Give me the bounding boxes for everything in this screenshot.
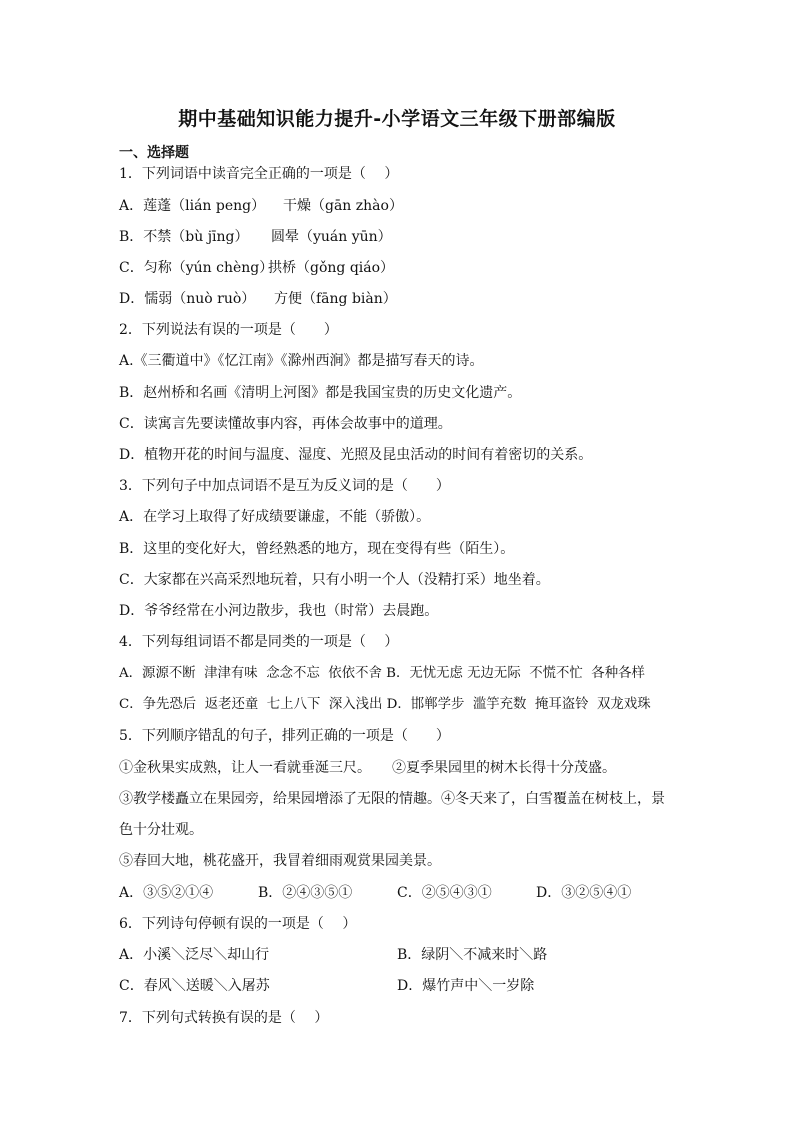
question-2-option-a: A.《三衢道中》《忆江南》《滁州西涧》都是描写春天的诗。 [119, 353, 484, 369]
question-1-stem: 1．下列词语中读音完全正确的一项是（ ） [119, 166, 399, 182]
question-1-option-b [119, 228, 392, 246]
question-1-option-c [119, 259, 395, 277]
option-a-word-1: A．莲蓬（lián peng） [119, 198, 266, 214]
question-3-option-a: A．在学习上取得了好成绩要谦虚，不能（骄傲）。 [119, 509, 431, 525]
question-5-option-d: D．③②⑤④① [536, 885, 632, 901]
question-5-option-c: C．②⑤④③① [397, 885, 492, 901]
question-6-option-d: D．爆竹声中＼一岁除 [397, 978, 535, 994]
question-7-stem: 7．下列句式转换有误的是（ ） [119, 1010, 329, 1026]
question-5-stem: 5．下列顺序错乱的句子，排列正确的一项是（ ） [119, 728, 450, 744]
option-d-word-1: D．懦弱（nuò ruò） [119, 291, 256, 307]
question-5-option-b: B．②④③⑤① [258, 885, 353, 901]
question-1-option-a [119, 197, 403, 215]
option-d-word-2: 方便（fāng biàn） [274, 291, 397, 307]
question-5-sentence-line-1: ①金秋果实成熟，让人一看就垂涎三尺。 ②夏季果园里的树木长得十分茂盛。 [119, 760, 616, 776]
question-5-sentence-line-2: ③教学楼矗立在果园旁，给果园增添了无限的情趣。④冬天来了，白雪覆盖在树枝上，景 [119, 791, 665, 807]
option-b-word-1: B．不禁（bù jīng） [119, 229, 249, 245]
question-4-row-2: C．争先恐后 返老还童 七上八下 深入浅出 D．邯郸学步 滥竽充数 掩耳盗铃 双龙戏珠 [119, 697, 651, 712]
question-2-option-d: D．植物开花的时间与温度、湿度、光照及昆虫活动的时间有着密切的关系。 [119, 447, 593, 463]
option-a-word-2: 干燥（gān zhào） [283, 198, 403, 214]
option-c-word-2: 拱桥（gǒng qiáo） [268, 260, 395, 276]
question-6-option-c: C．春风＼送暖＼入屠苏 [119, 978, 270, 994]
question-6-option-b: B．绿阴＼不减来时＼路 [397, 947, 548, 963]
question-2-option-c: C．读寓言先要读懂故事内容，再体会故事中的道理。 [119, 416, 452, 432]
question-5-sentence-line-4: ⑤春回大地，桃花盛开，我冒着细雨观赏果园美景。 [119, 853, 441, 869]
section-heading: 一、选择题 [119, 145, 189, 161]
page-title: 期中基础知识能力提升-小学语文三年级下册部编版 [178, 108, 616, 130]
option-c-word-1: C．匀称（yún chèng） [119, 260, 274, 276]
question-4-row-1: A．源源不断 津津有味 念念不忘 依依不舍 B．无忧无虑 无边无际 不慌不忙 各种各样 [119, 666, 645, 681]
question-5-option-a: A．③⑤②①④ [119, 885, 214, 901]
question-3-option-d: D．爷爷经常在小河边散步，我也（时常）去晨跑。 [119, 603, 439, 619]
question-3-option-c: C．大家都在兴高采烈地玩着，只有小明一个人（没精打采）地坐着。 [119, 572, 550, 588]
question-6-stem: 6．下列诗句停顿有误的一项是（ ） [119, 916, 357, 932]
question-5-sentence-line-3: 色十分壮观。 [119, 822, 203, 838]
question-3-stem: 3．下列句子中加点词语不是互为反义词的是（ ） [119, 478, 450, 494]
question-3-option-b: B．这里的变化好大，曾经熟悉的地方，现在变得有些（陌生）。 [119, 541, 515, 557]
question-1-option-d [119, 290, 397, 308]
question-6-option-a: A．小溪＼泛尽＼却山行 [119, 947, 270, 963]
question-2-stem: 2．下列说法有误的一项是（ ） [119, 322, 338, 338]
question-4-stem: 4．下列每组词语不都是同类的一项是（ ） [119, 634, 399, 650]
question-2-option-b: B．赵州桥和名画《清明上河图》都是我国宝贵的历史文化遗产。 [119, 385, 522, 401]
option-b-word-2: 圆晕（yuán yūn） [271, 229, 392, 245]
